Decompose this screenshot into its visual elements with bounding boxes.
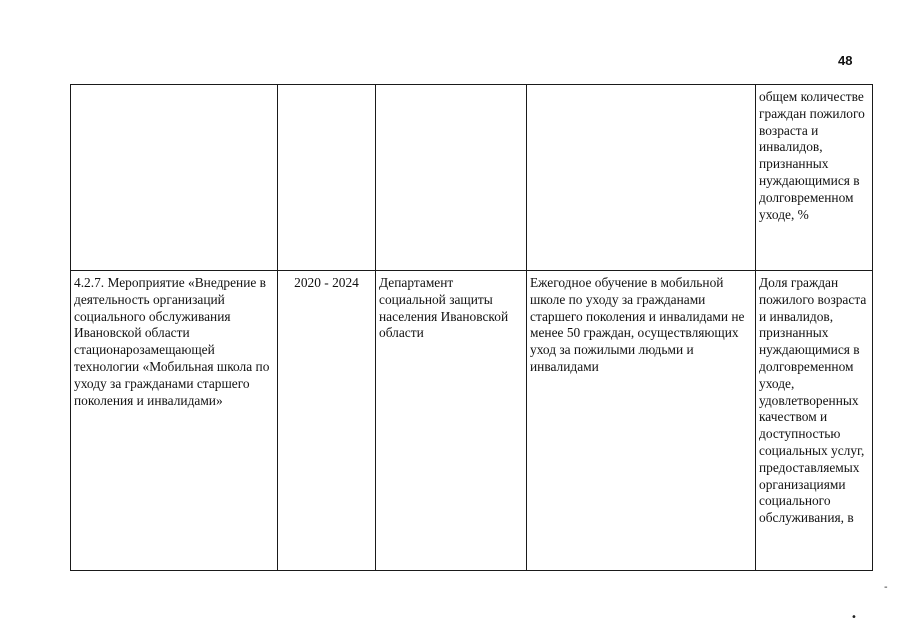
scan-speck: - bbox=[884, 582, 888, 593]
measure-cell bbox=[71, 85, 278, 271]
measure-cell: 4.2.7. Мероприятие «Внедрение в деятельность организаций социального обслуживания Ивановской области стационарозамещающей технологии «Мобильная школа по уходу за гражданами старшего поколения и инвалидами» bbox=[71, 271, 278, 571]
indicator-cell: Доля граждан пожилого возраста и инвалидов, признанных нуждающимися в долговременном уходе, удовлетворенных качеством и доступностью социальных услуг, предоставляемых организациями социального обслуживания, в bbox=[756, 271, 873, 571]
expected-result-cell bbox=[527, 85, 756, 271]
table-row bbox=[71, 271, 873, 571]
indicator-cell: общем количестве граждан пожилого возраста и инвалидов, признанных нуждающимися в долговременном уходе, % bbox=[756, 85, 873, 271]
scan-speck: • bbox=[851, 612, 857, 623]
table-row bbox=[71, 85, 873, 271]
program-table bbox=[70, 84, 873, 571]
executor-cell bbox=[376, 85, 527, 271]
expected-result-cell: Ежегодное обучение в мобильной школе по уходу за гражданами старшего поколения и инвалидами не менее 50 граждан, осуществляющих уход за пожилыми людьми и инвалидами bbox=[527, 271, 756, 571]
executor-cell: Департамент социальной защиты населения Ивановской области bbox=[376, 271, 527, 571]
period-cell: 2020 - 2024 bbox=[278, 271, 376, 571]
period-cell bbox=[278, 85, 376, 271]
page-number: 48 bbox=[838, 53, 853, 68]
